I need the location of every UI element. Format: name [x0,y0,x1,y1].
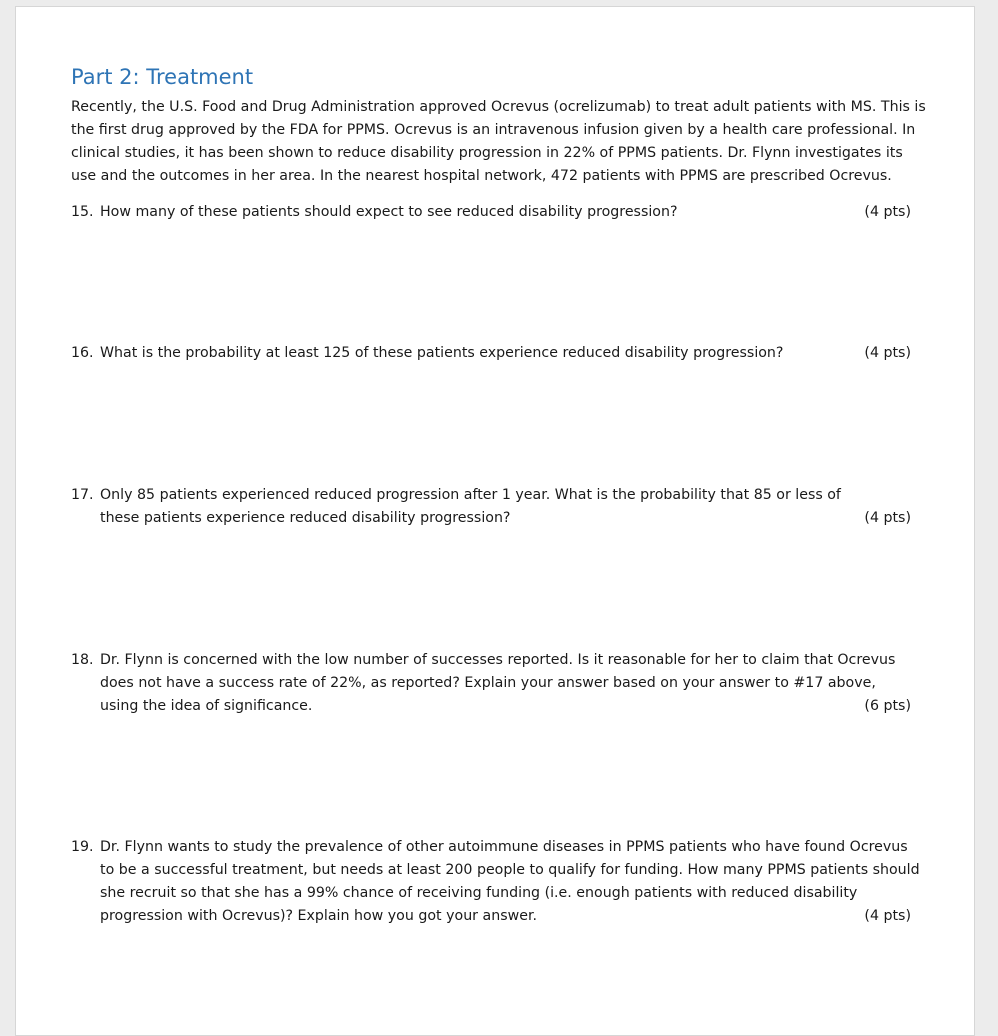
question-number: 18. [71,652,94,668]
question-15 [71,201,911,224]
question-17 [71,484,911,530]
question-number: 16. [71,345,94,361]
question-text: What is the probability at least 125 of these patients experience reduced disability progression? [100,345,784,361]
document-page [15,6,975,1036]
question-text: Only 85 patients experienced reduced progression after 1 year. What is the probability that 85 or less of these patients experience reduced disability progression? [100,487,841,526]
question-number: 19. [71,839,94,855]
intro-paragraph: Recently, the U.S. Food and Drug Administration approved Ocrevus (ocrelizumab) to treat adult patients with MS. This is the first drug approved by the FDA for PPMS. Ocrevus is an intravenous infusion given by a health care professional. In clinical studies, it has been shown to reduce disability progression in 22% of PPMS patients. Dr. Flynn investigates its use and the outcomes in her area. In the nearest hospital network, 472 patients with PPMS are prescribed Ocrevus. [71,99,926,184]
question-points: (4 pts) [864,510,911,526]
question-points: (4 pts) [864,345,911,361]
question-19 [71,836,920,928]
question-16 [71,342,911,365]
question-text: Dr. Flynn is concerned with the low number of successes reported. Is it reasonable for her to claim that Ocrevus does not have a success rate of 22%, as reported? Explain your answer based on your answer to #17 above, using the idea of significance. [100,652,896,714]
question-points: (4 pts) [864,908,911,924]
question-text: Dr. Flynn wants to study the prevalence of other autoimmune diseases in PPMS patients who have found Ocrevus to be a successful treatment, but needs at least 200 people to qualify for funding. How many PPMS patients should she recruit so that she has a 99% chance of receiving funding (i.e. enough patients with reduced disability progression with Ocrevus)? Explain how you got your answer. [100,839,920,924]
question-text: How many of these patients should expect to see reduced disability progression? [100,204,678,220]
question-points: (6 pts) [864,698,911,714]
question-number: 17. [71,487,94,503]
question-18 [71,649,911,718]
section-heading: Part 2: Treatment [71,65,254,89]
question-points: (4 pts) [864,204,911,220]
question-number: 15. [71,204,94,220]
